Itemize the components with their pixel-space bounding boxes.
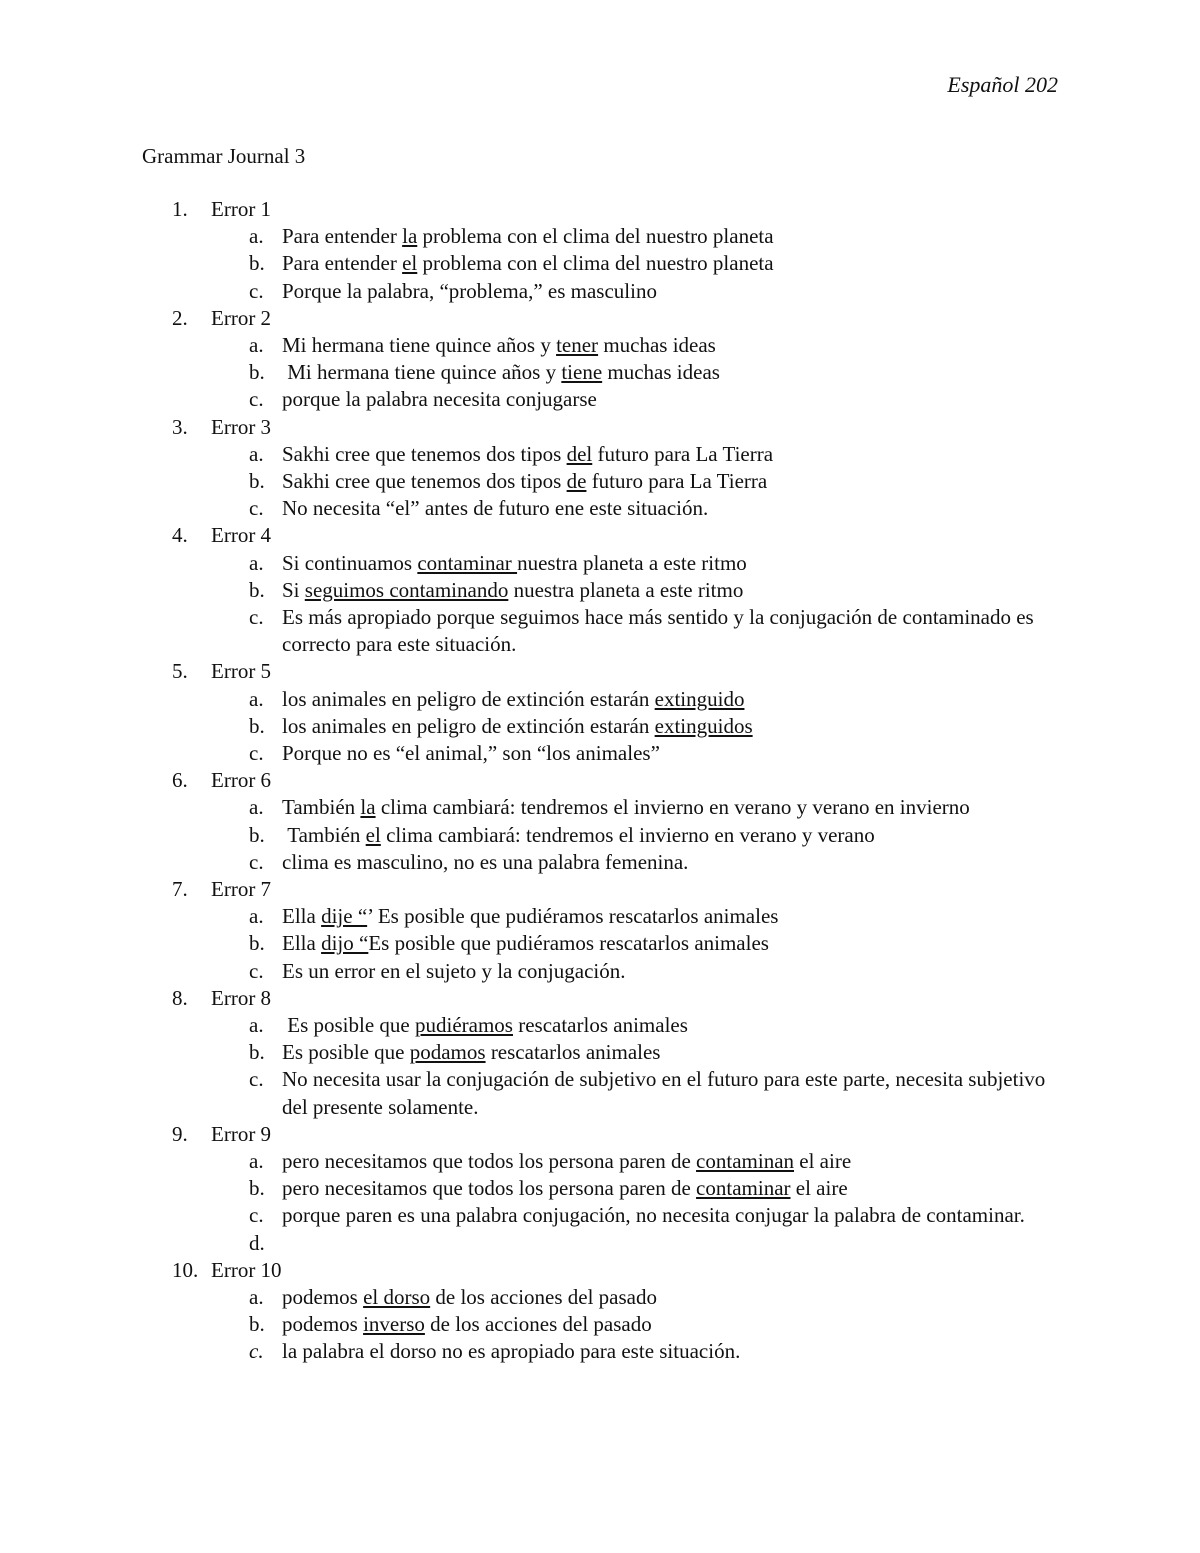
sub-item-marker: b. [249,1176,265,1201]
text-run: porque la palabra necesita conjugarse [282,387,597,412]
sub-item-text [282,822,1072,849]
sub-item-text [282,1202,1072,1229]
error-heading [0,1257,1200,1284]
error-item [0,414,1200,523]
sub-item-marker: b. [249,713,265,738]
underlined-word: contaminar [417,550,518,575]
error-item [0,522,1200,658]
text-run: También [282,795,361,820]
sub-item-marker: c. [249,278,264,303]
text-run: Es posible que [282,1012,415,1037]
text-run: de los acciones del pasado [424,1312,652,1337]
sub-item-text [282,958,1072,985]
text-run: Es posible que pudiéramos rescatarlos animales [368,931,769,956]
sub-item [0,278,1200,305]
error-item [0,658,1200,767]
sub-item-text [282,1039,1072,1066]
error-item [0,1121,1200,1257]
error-item [0,876,1200,985]
underlined-word: el [402,251,418,276]
text-run: También [282,822,366,847]
sub-item-text [282,495,1072,522]
text-run: Mi hermana tiene quince años y [282,332,557,357]
text-run: problema con el clima del nuestro planeta [417,251,774,276]
underlined-word: extinguido [654,686,745,711]
sub-item-marker: c. [249,1203,264,1228]
text-run: porque paren es una palabra conjugación, no necesita conjugar la palabra de contaminar. [282,1203,1025,1228]
sub-item [0,849,1200,876]
text-run: pero necesitamos que todos los persona paren de [282,1148,697,1173]
error-sub-list [0,1012,1200,1121]
text-run: Mi hermana tiene quince años y [282,360,562,385]
sub-item [0,250,1200,277]
sub-item-text [282,1230,1072,1257]
text-run: Si continuamos [282,550,418,575]
sub-item [0,822,1200,849]
error-sub-list [0,903,1200,985]
sub-item-marker: b. [249,360,265,385]
sub-item-text [282,386,1072,413]
text-run: Para entender [282,251,403,276]
sub-item [0,930,1200,957]
underlined-word: contaminan [696,1148,795,1173]
sub-item [0,1311,1200,1338]
course-header: Español 202 [947,72,1058,97]
sub-item-text [282,794,1072,821]
sub-item-marker: a. [249,904,264,929]
error-title: Error 8 [211,985,272,1010]
sub-item-marker: b. [249,251,265,276]
error-number: 5. [172,659,188,684]
error-number: 10. [172,1257,199,1282]
error-heading [0,985,1200,1012]
sub-item [0,577,1200,604]
sub-item [0,550,1200,577]
text-run: podemos [282,1284,364,1309]
sub-item [0,332,1200,359]
sub-item [0,1012,1200,1039]
sub-item-marker: a. [249,1284,264,1309]
sub-item-text [282,441,1072,468]
error-number: 9. [172,1121,188,1146]
sub-item-text [282,930,1072,957]
error-number: 1. [172,197,188,221]
sub-item-marker: c. [249,1067,264,1092]
sub-item-marker: c. [249,1339,264,1364]
error-list [0,196,1200,1366]
text-run: Sakhi cree que tenemos dos tipos [282,468,567,493]
text-run: podemos [282,1312,364,1337]
text-run: el aire [790,1176,848,1201]
error-title: Error 6 [211,768,272,793]
text-run: Sakhi cree que tenemos dos tipos [282,441,567,466]
text-run: de los acciones del pasado [430,1284,657,1309]
text-run: ’ Es posible que pudiéramos rescatarlos animales [367,904,779,929]
underlined-word: inverso [363,1312,425,1337]
underlined-word: seguimos contaminando [304,577,509,602]
sub-item-marker: b. [249,1312,265,1337]
underlined-word: contaminar [696,1176,791,1201]
error-heading [0,876,1200,903]
sub-item [0,1338,1200,1365]
text-run: futuro para La Tierra [586,468,768,493]
text-run: rescatarlos animales [485,1040,661,1065]
sub-item-marker: d. [249,1230,265,1255]
error-sub-list [0,223,1200,305]
text-run: Es posible que [282,1040,410,1065]
error-sub-list [0,1284,1200,1366]
sub-item-marker: c. [249,849,264,874]
sub-item [0,958,1200,985]
text-run: los animales en peligro de extinción estarán [282,713,655,738]
error-sub-list [0,686,1200,768]
sub-item-text [282,278,1072,305]
underlined-word: la [360,795,376,820]
text-run: Ella [282,931,322,956]
sub-item [0,1230,1200,1257]
text-run: nuestra planeta a este ritmo [517,550,747,575]
sub-item-text [282,686,1072,713]
text-run: Porque la palabra, “problema,” es masculino [282,278,657,303]
sub-item-text [282,332,1072,359]
sub-item-text [282,740,1072,767]
error-sub-list [0,550,1200,659]
error-title: Error 10 [211,1257,282,1282]
underlined-word: dijo “ [321,931,369,956]
sub-item-text [282,849,1072,876]
text-run: Si [282,577,305,602]
sub-item-text [282,468,1072,495]
text-run: muchas ideas [602,360,720,385]
sub-item [0,386,1200,413]
text-run: los animales en peligro de extinción estarán [282,686,655,711]
sub-item-marker: c. [249,496,264,521]
text-run: clima cambiará: tendremos el invierno en verano y verano en invierno [375,795,970,820]
error-sub-list [0,794,1200,876]
error-number: 3. [172,414,188,439]
error-heading [0,1121,1200,1148]
sub-item-marker: c. [249,387,264,412]
sub-item-marker: c. [249,958,264,983]
error-number: 7. [172,876,188,901]
text-run: pero necesitamos que todos los persona paren de [282,1176,697,1201]
text-run: rescatarlos animales [512,1012,688,1037]
sub-item-text [282,223,1072,250]
sub-item [0,1066,1200,1120]
error-heading [0,522,1200,549]
error-item [0,305,1200,414]
sub-item [0,740,1200,767]
sub-item [0,686,1200,713]
error-number: 6. [172,768,188,793]
error-title: Error 1 [211,197,272,221]
error-heading [0,658,1200,685]
sub-item [0,223,1200,250]
sub-item-text [282,359,1072,386]
sub-item-text [282,550,1072,577]
sub-item [0,1039,1200,1066]
text-run: problema con el clima del nuestro planeta [417,224,774,249]
error-title: Error 7 [211,876,272,901]
underlined-word: dije “ [321,904,368,929]
error-heading [0,305,1200,332]
underlined-word: tiene [561,360,603,385]
underlined-word: el dorso [363,1284,431,1309]
sub-item [0,794,1200,821]
sub-item-text [282,604,1072,658]
sub-item-marker: a. [249,550,264,575]
sub-item [0,468,1200,495]
error-item [0,1257,1200,1366]
error-number: 2. [172,305,188,330]
text-run: futuro para La Tierra [592,441,774,466]
underlined-word: la [402,224,418,249]
underlined-word: pudiéramos [414,1012,513,1037]
sub-item-text [282,250,1072,277]
error-sub-list [0,332,1200,414]
sub-item [0,1148,1200,1175]
sub-item-marker: a. [249,1012,264,1037]
sub-item-text [282,1148,1072,1175]
error-sub-list [0,1148,1200,1257]
text-run: No necesita usar la conjugación de subjetivo en el futuro para este parte, necesita subjetivo del presente solamente. [282,1067,1051,1119]
underlined-word: tener [556,332,599,357]
text-run: No necesita “el” antes de futuro ene este situación. [282,496,709,521]
text-run: la palabra el dorso no es apropiado para este situación. [282,1339,741,1364]
error-title: Error 4 [211,523,272,548]
error-number: 4. [172,523,188,548]
text-run: Porque no es “el animal,” son “los animales” [282,740,660,765]
text-run: nuestra planeta a este ritmo [508,577,744,602]
text-run: Es un error en el sujeto y la conjugación. [282,958,626,983]
sub-item-text [282,713,1072,740]
sub-item [0,1202,1200,1229]
sub-item [0,1175,1200,1202]
error-title: Error 5 [211,659,272,684]
error-heading [0,196,1200,223]
sub-item-text [282,577,1072,604]
text-run: muchas ideas [598,332,716,357]
sub-item-marker: b. [249,822,265,847]
document-title: Grammar Journal 3 [142,144,306,168]
sub-item-marker: a. [249,1148,264,1173]
sub-item-text [282,1311,1072,1338]
sub-item-marker: a. [249,441,264,466]
text-run: clima cambiará: tendremos el invierno en verano y verano [380,822,875,847]
text-run: Para entender [282,224,403,249]
sub-item-text [282,1284,1072,1311]
sub-item-marker: a. [249,686,264,711]
sub-item-marker: a. [249,795,264,820]
error-title: Error 2 [211,305,272,330]
text-run: Ella [282,904,322,929]
text-run: el aire [794,1148,852,1173]
sub-item [0,359,1200,386]
sub-item-marker: b. [249,577,265,602]
underlined-word: podamos [409,1040,486,1065]
error-item [0,196,1200,305]
sub-item-marker: b. [249,1040,265,1065]
sub-item [0,441,1200,468]
sub-item-text [282,1175,1072,1202]
underlined-word: de [566,468,587,493]
sub-item-text [282,1012,1072,1039]
error-number: 8. [172,985,188,1010]
sub-item-marker: b. [249,931,265,956]
sub-item-marker: c. [249,740,264,765]
sub-item-text [282,1338,1072,1365]
sub-item-text [282,903,1072,930]
sub-item [0,495,1200,522]
sub-item-text [282,1066,1072,1120]
sub-item-marker: a. [249,332,264,357]
underlined-word: del [566,441,593,466]
sub-item-marker: a. [249,224,264,249]
sub-item-marker: c. [249,604,264,629]
sub-item [0,1284,1200,1311]
error-item [0,985,1200,1121]
sub-item [0,604,1200,658]
text-run: clima es masculino, no es una palabra femenina. [282,849,689,874]
error-sub-list [0,441,1200,523]
error-heading [0,767,1200,794]
error-heading [0,414,1200,441]
sub-item [0,713,1200,740]
sub-item-marker: b. [249,468,265,493]
error-title: Error 3 [211,414,272,439]
underlined-word: extinguidos [654,713,753,738]
underlined-word: el [365,822,381,847]
error-title: Error 9 [211,1121,272,1146]
sub-item [0,903,1200,930]
error-item [0,767,1200,876]
text-run: Es más apropiado porque seguimos hace más sentido y la conjugación de contaminado es correcto para este situación. [282,604,1039,657]
